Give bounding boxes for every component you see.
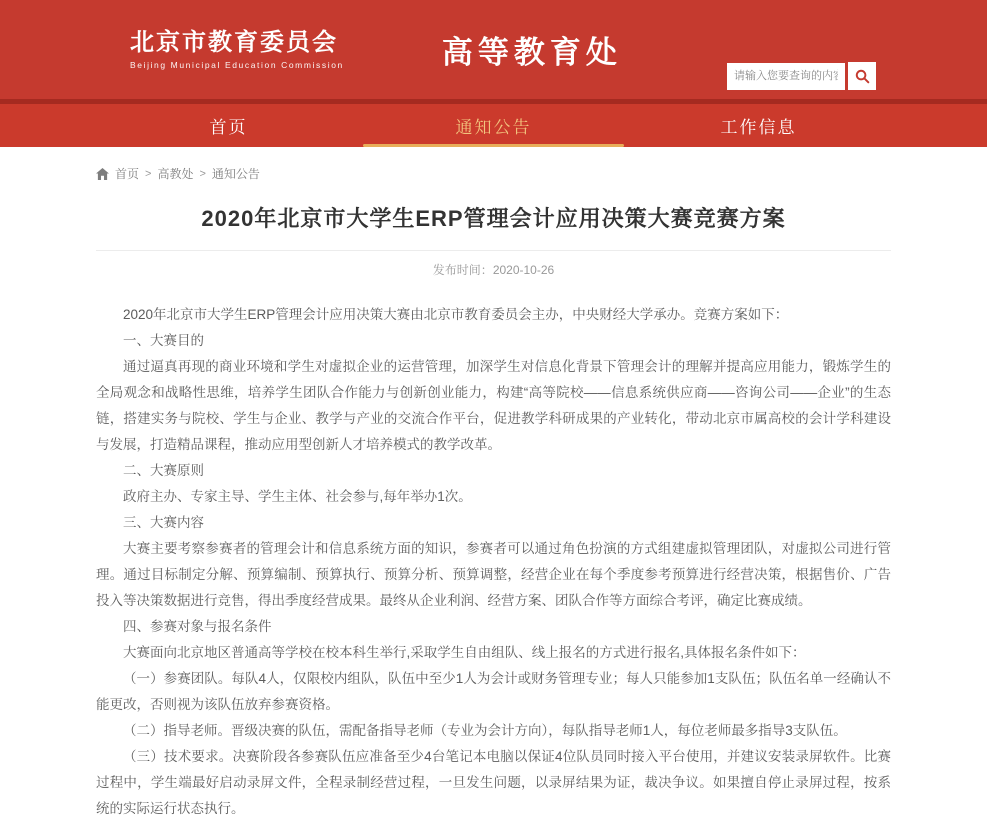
tab-work-info[interactable]: 工作信息	[720, 118, 797, 137]
publish-date-value: 2020-10-26	[492, 263, 555, 277]
paragraph: 大赛主要考察参赛者的管理会计和信息系统方面的知识，参赛者可以通过角色扮演的方式组建虚拟管理团队，对虚拟公司进行管理。通过目标制定分解、预算编制、预算执行、预算分析、预算调整，经营企业在每个季度参考预算进行经营决策，根据售价、广告投入等决策数据进行竞售，得出季度经营成果。最终从企业利润、经营方案、团队合作等方面综合考评，确定比赛成绩。	[96, 541, 891, 608]
paragraph: 2020年北京市大学生ERP管理会计应用决策大赛由北京市教育委员会主办，中央财经大学承办。竞赛方案如下：	[123, 307, 789, 322]
section-heading: 一、大赛目的	[123, 333, 204, 348]
breadcrumb-gaojiaochu[interactable]: 高教处	[157, 167, 194, 181]
publish-date	[96, 261, 891, 278]
publish-date-label: 发布时间：	[432, 263, 493, 277]
logo-title: 北京市教育委员会	[130, 28, 338, 56]
paragraph: （二）指导老师。晋级决赛的队伍，需配备指导老师（专业为会计方向），每队指导老师1人，每位老师最多指导3支队伍。	[123, 723, 847, 738]
paragraph: 通过逼真再现的商业环境和学生对虚拟企业的运营管理，加深学生对信息化背景下管理会计的理解并提高应用能力，锻炼学生的全局观念和战略性思维，培养学生团队合作能力与创新创业能力，构建“高等院校——信息系统供应商——咨询公司——企业”的生态链，搭建实务与院校、学生与企业、教学与产业的交流合作平台，促进教学科研成果的产业转化，带动北京市属高校的会计学科建设与发展，打造精品课程，推动应用型创新人才培养模式的教学改革。	[96, 359, 891, 452]
breadcrumb-separator: >	[199, 167, 206, 180]
paragraph: （三）技术要求。决赛阶段各参赛队伍应准备至少4台笔记本电脑以保证4位队员同时接入平台使用，并建议安装录屏软件。比赛过程中，学生端最好启动录屏文件，全程录制经营过程，一旦发生问题，以录屏结果为证，裁决争议。如果擅自停止录屏过程，按系统的实际运行状态执行。	[96, 749, 891, 816]
breadcrumb-home[interactable]: 首页	[115, 167, 140, 181]
section-heading: 二、大赛原则	[123, 463, 204, 478]
article-title: 2020年北京市大学生ERP管理会计应用决策大赛竞赛方案	[201, 206, 786, 231]
search-icon	[855, 69, 870, 84]
paragraph: 政府主办、专家主导、学生主体、社会参与,每年举办1次。	[123, 489, 472, 504]
paragraph: 大赛面向北京地区普通高等学校在校本科生举行,采取学生自由组队、线上报名的方式进行报名,具体报名条件如下：	[123, 645, 806, 660]
section-heading: 三、大赛内容	[123, 515, 204, 530]
main-nav	[0, 99, 987, 147]
tab-notices[interactable]: 通知公告	[361, 104, 626, 147]
logo-subtitle: Beijing Municipal Education Commission	[130, 60, 344, 71]
search-input[interactable]	[727, 63, 845, 90]
article-body	[96, 302, 891, 822]
paragraph: （一）参赛团队。每队4人，仅限校内组队，队伍中至少1人为会计或财务管理专业；每人只能参加1支队伍；队伍名单一经确认不能更改，否则视为该队伍放弃参赛资格。	[96, 671, 891, 712]
section-heading: 四、参赛对象与报名条件	[123, 619, 272, 634]
tab-home[interactable]: 首页	[209, 118, 248, 137]
division-title: 高等教育处	[441, 35, 622, 70]
search-bar	[727, 62, 876, 90]
article-page	[96, 165, 891, 822]
search-button[interactable]	[848, 62, 876, 90]
breadcrumb-notices[interactable]: 通知公告	[211, 167, 260, 181]
site-logo[interactable]	[130, 29, 344, 71]
home-icon	[96, 168, 109, 180]
breadcrumb	[96, 165, 891, 182]
site-header	[0, 0, 987, 99]
title-divider	[96, 250, 891, 251]
breadcrumb-separator: >	[145, 167, 152, 180]
